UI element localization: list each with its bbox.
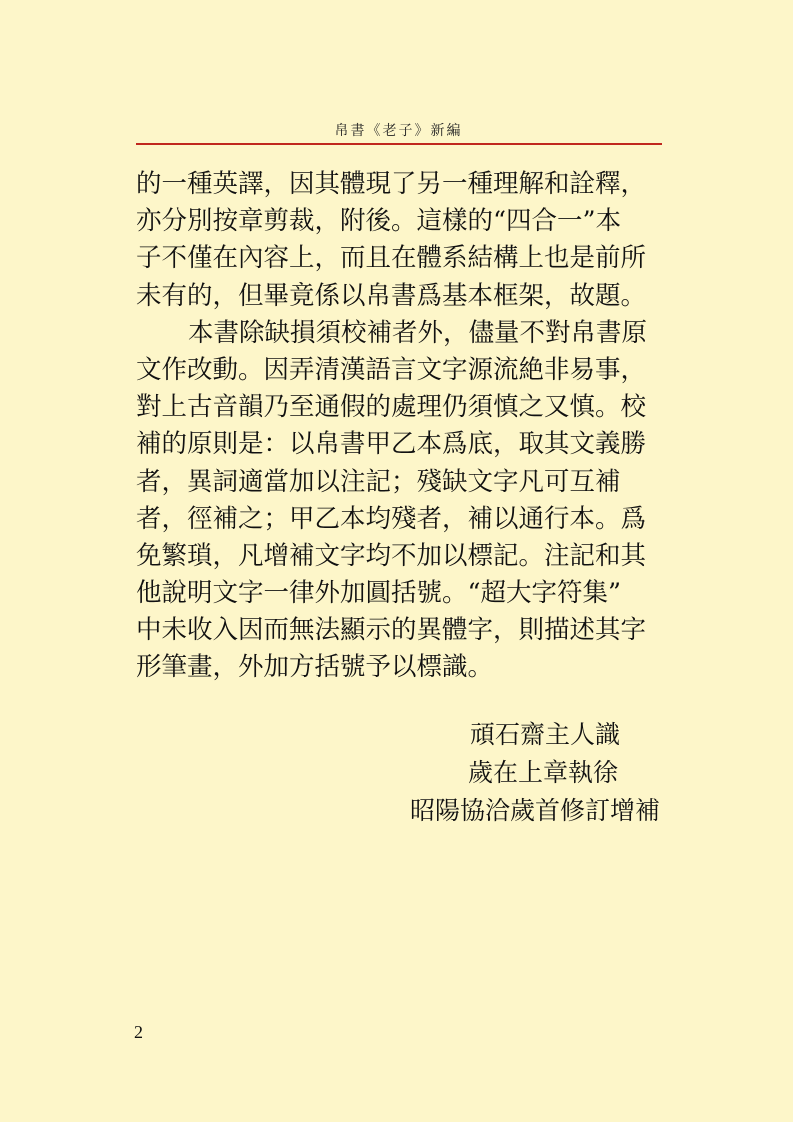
text-line: 對上古音韻乃至通假的處理仍須慎之又慎。校 — [136, 392, 647, 423]
signature-revision-note: 昭陽協洽歲首修訂增補 — [409, 796, 660, 825]
body-text — [136, 166, 664, 687]
text-line: 的一種英譯，因其體現了另一種理解和詮釋， — [136, 169, 647, 199]
text-line: 文作改動。因弄清漢語言文字源流絶非易事， — [136, 354, 647, 385]
paragraph-start-line: 本書除缺損須校補者外，儘量不對帛書原 — [188, 317, 648, 348]
text-line: 子不僅在內容上，而且在體系結構上也是前所 — [136, 243, 647, 274]
text-line: 者，異詞適當加以注記；殘缺文字凡可互補 — [136, 466, 621, 497]
text-line: 免繁瑣，凡增補文字均不加以標記。注記和其 — [136, 540, 647, 571]
text-line: 中未收入因而無法顯示的異體字，則描述其字 — [136, 615, 647, 646]
page-number: 2 — [134, 1022, 143, 1042]
text-line: 補的原則是：以帛書甲乙本爲底，取其文義勝 — [136, 429, 647, 460]
header-rule — [136, 143, 662, 145]
signature-author: 頑石齋主人識 — [469, 720, 620, 749]
text-line: 亦分別按章剪裁，附後。這樣的“四合一”本 — [136, 206, 622, 237]
text-line: 者，徑補之；甲乙本均殘者，補以通行本。爲 — [136, 503, 647, 534]
text-line: 他說明文字一律外加圓括號。“超大字符集” — [136, 578, 622, 609]
signature-block — [360, 716, 660, 830]
text-line: 形筆畫，外加方括號予以標識。 — [136, 652, 494, 683]
signature-year: 歲在上章執徐 — [467, 758, 618, 787]
running-header: 帛書《老子》新編 — [334, 123, 463, 139]
text-line: 未有的，但畢竟係以帛書爲基本框架，故題。 — [136, 280, 647, 311]
